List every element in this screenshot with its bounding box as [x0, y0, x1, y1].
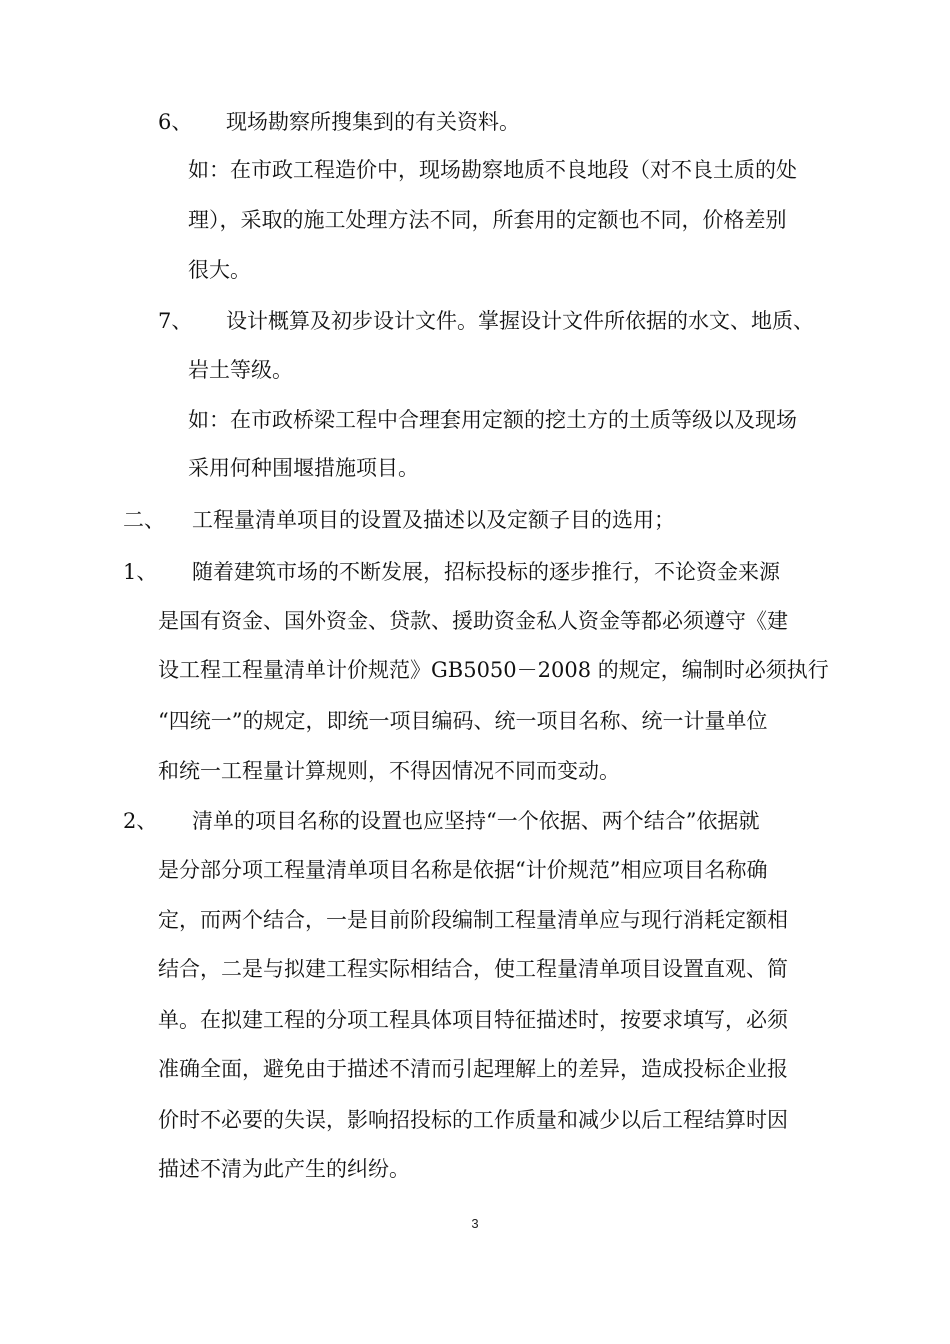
point-2-line: 价时不必要的失误，影响招投标的工作质量和减少以后工程结算时因 — [158, 1108, 788, 1132]
point-2-line: 描述不清为此产生的纠纷。 — [158, 1157, 410, 1181]
point-2-line: 清单的项目名称的设置也应坚持“一个依据、两个结合”依据就 — [192, 809, 760, 833]
item-7-line: 岩土等级。 — [188, 358, 293, 382]
item-6-example-line: 如：在市政工程造价中，现场勘察地质不良地段（对不良土质的处 — [188, 158, 797, 182]
item-6-example-line: 很大。 — [188, 258, 251, 282]
point-2-line: 结合，二是与拟建工程实际相结合，使工程量清单项目设置直观、简 — [158, 957, 788, 981]
point-2-marker: 2、 — [123, 809, 158, 833]
item-7-line: 设计概算及初步设计文件。掌握设计文件所依据的水文、地质、 — [226, 309, 814, 333]
point-1-line: “四统一”的规定，即统一项目编码、统一项目名称、统一计量单位 — [158, 709, 768, 733]
section-2-marker: 二、 — [123, 508, 165, 532]
point-2-line: 是分部分项工程量清单项目名称是依据“计价规范”相应项目名称确 — [158, 858, 768, 882]
item-7-example-line: 采用何种围堰措施项目。 — [188, 456, 419, 480]
point-2-line: 单。在拟建工程的分项工程具体项目特征描述时，按要求填写，必须 — [158, 1008, 788, 1032]
item-7-marker: 7、 — [158, 309, 193, 333]
page-number: 3 — [471, 1216, 479, 1231]
point-1-line: 设工程工程量清单计价规范》GB5050－2008 的规定，编制时必须执行 — [158, 658, 829, 682]
point-1-line: 和统一工程量计算规则，不得因情况不同而变动。 — [158, 759, 620, 783]
point-2-line: 定，而两个结合，一是目前阶段编制工程量清单应与现行消耗定额相 — [158, 908, 788, 932]
point-1-line: 是国有资金、国外资金、贷款、援助资金私人资金等都必须遵守《建 — [158, 609, 788, 633]
point-1-line: 随着建筑市场的不断发展，招标投标的逐步推行，不论资金来源 — [192, 560, 780, 584]
point-2-line: 准确全面，避免由于描述不清而引起理解上的差异，造成投标企业报 — [158, 1057, 788, 1081]
section-2-title: 工程量清单项目的设置及描述以及定额子目的选用； — [192, 508, 675, 532]
item-6-example-line: 理），采取的施工处理方法不同，所套用的定额也不同，价格差别 — [188, 208, 787, 232]
item-6-marker: 6、 — [158, 110, 193, 134]
point-1-marker: 1、 — [123, 560, 158, 584]
item-7-example-line: 如：在市政桥梁工程中合理套用定额的挖土方的土质等级以及现场 — [188, 408, 797, 432]
item-6-text: 现场勘察所搜集到的有关资料。 — [226, 110, 520, 134]
